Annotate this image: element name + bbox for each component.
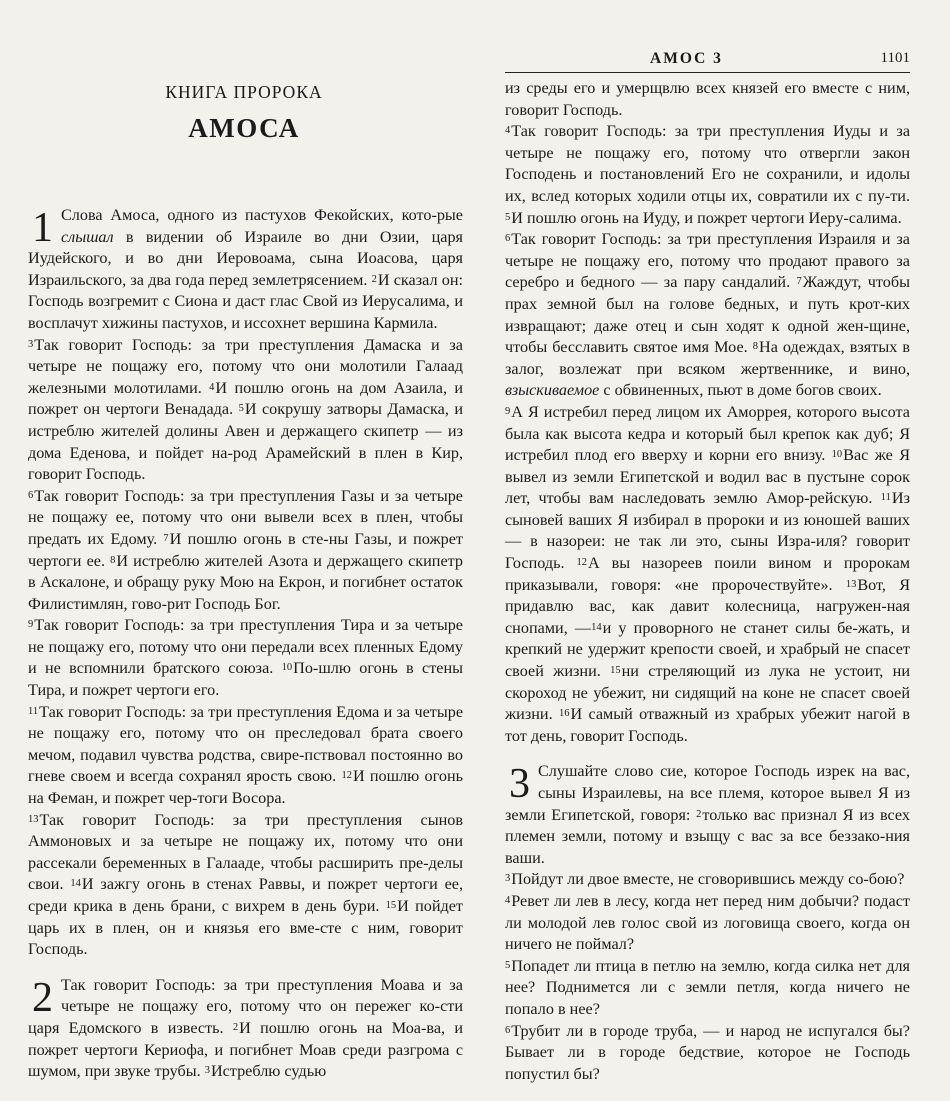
verse-text: Так говорит Господь: за три преступления Иуды и за четыре не пощажу его, потому что отвергли закон Господень и постановлений Его не сохранили, и идолы их, вслед которых ходили отцы их, совратили их с пу-ти.: [505, 122, 910, 205]
verse-number: 13: [845, 578, 857, 590]
verse-number: 4: [209, 381, 215, 393]
chapter-1: [28, 205, 463, 335]
verse-number: 14: [591, 621, 602, 633]
chapter-number: 2: [32, 974, 53, 1021]
verse-text: И пошлю огонь на Феман, и пожрет чер-тоги Восора.: [28, 767, 463, 808]
running-head: [505, 50, 910, 73]
verse-text: ни стреляющий из лука не устоит, ни скороход не убежит, ни сидящий на коне не спасет своей жизни.: [505, 662, 910, 724]
verse-text: только вас признал Я из всех племен земли, потому и взыщу с вас за все беззако-ния ваши.: [505, 805, 910, 867]
verse-text: Слова Амоса, одного из пастухов Фекойских, кото-рые: [61, 206, 463, 224]
verse-text: Трубит ли в городе труба, — и народ не испугался бы? Бывает ли в городе бедствие, которое не Господь попустил бы?: [505, 1021, 910, 1083]
verse: [505, 891, 910, 956]
verse-text: Из сыновей ваших Я избирал в пророки и из юношей ваших — в назореи: не так ли это, сыны Изра-иля? говорит Господь.: [505, 489, 911, 573]
right-column: [505, 78, 910, 1085]
verse-number: 9: [505, 405, 511, 417]
verse: [28, 615, 463, 701]
page-number: 1101: [880, 50, 910, 66]
verse-text: А Я истребил перед лицом их Аморрея, которого высота была как высота кедра и который был крепок как дуб; Я истребил плод его вверху и корни его внизу.: [505, 402, 910, 465]
verse-number: 4: [505, 125, 511, 137]
verse: [28, 486, 463, 616]
verse-text: из среды его и умерщвлю всех князей его вместе с ним, говорит Господь.: [505, 79, 910, 119]
verse-text: Так говорит Господь: за три преступления Израиля и за четыре не пощажу его, потому что продают правого за серебро и бедного — за пару сандалий.: [505, 230, 910, 292]
left-column: [28, 205, 463, 1083]
verse: [505, 229, 910, 402]
verse-number: 14: [70, 878, 81, 890]
chapter-3: [505, 761, 910, 869]
verse-text: На одеждах, взятых в залог, возлежат при всяком жертвеннике, и вино,: [505, 338, 910, 378]
verse-number: 12: [576, 557, 587, 569]
verse-number: 2: [232, 1021, 239, 1033]
verse-number: 3: [28, 338, 34, 350]
verse-text: Ревет ли лев в лесу, когда нет перед ним добычи? подаст ли молодой лев голос свой из логовища своего, когда он ничего не поймал?: [505, 891, 910, 954]
verse-text: Пойдут ли двое вместе, не сговорившись между со-бою?: [511, 870, 905, 889]
verse-number: 15: [385, 900, 397, 911]
verse-number: 5: [505, 959, 511, 971]
verse-text: Так говорит Господь: за три преступления Газы и за четыре не пощажу ее, потому что они вывели всех в плен, чтобы предать их Едому.: [28, 486, 463, 548]
verse: [28, 810, 463, 961]
book-subtitle: КНИГА ПРОРОКА: [165, 82, 323, 102]
verse-number: 10: [831, 449, 843, 461]
verse-number: 13: [28, 813, 39, 825]
verse-text: И пошлю огонь на дом Азаила, и пожрет он чертоги Венадада.: [28, 378, 463, 419]
verse-number: 8: [752, 341, 758, 353]
verse-text: Вас же Я вывел из земли Египетской и водил вас в пустыне сорок лет, чтобы вам наследовать землю Амор-рейскую.: [505, 446, 911, 508]
verse-number: 9: [28, 619, 34, 631]
verse-text: И истреблю жителей Азота и держащего скипетр в Аскалоне, и обращу руку Мою на Екрон, и погибнет остаток Филистимлян, гово-рит Господь Бог.: [28, 551, 463, 613]
verse-number: 15: [610, 665, 621, 677]
verse-number: 8: [110, 554, 116, 566]
verse: [28, 335, 463, 486]
verse-italic: взыскиваемое: [505, 381, 600, 400]
verse-text: И самый отважный из храбрых убежит нагой в тот день, говорит Господь.: [505, 705, 911, 745]
verse-text: в видении об Израиле во дни Озии, царя Иудейского, и во дни Иеровоама, сына Иоасова, царя Израильского, за два года перед землетрясением.: [28, 227, 463, 289]
verse-number: 12: [341, 770, 352, 782]
verse-number: 16: [558, 708, 570, 720]
verse-text: И пошлю огонь в сте-ны Газы, и пожрет чертоги ее.: [28, 529, 464, 570]
verse-number: 5: [238, 403, 244, 415]
verse-italic: слышал: [61, 227, 114, 246]
verse-text: и у проворного не станет силы бе-жать, и крепкий не удержит крепости своей, и храбрый не спасет своей жизни.: [505, 618, 910, 681]
verse-text: Так говорит Господь: за три преступления Едома и за четыре не пощажу его, потому что он преследовал брата своего мечом, подавил чувства родства, свире-пствовал постоянно во гневе своем и всегда сохранял ярость свою.: [28, 702, 463, 786]
chapter-number: 1: [32, 205, 53, 251]
verse-number: 2: [696, 808, 702, 820]
verse-text: Так говорит Господь: за три преступления Моава и за четыре не пощажу его, потому что он пережег ко-сти царя Едомского в известь.: [28, 975, 463, 1037]
verse-text: По-шлю огонь в стены Тира, и пожрет чертоги его.: [28, 659, 464, 700]
verse-text: И сокрушу затворы Дамаска, и истреблю жителей долины Авен и держащего скипетр — из дома Еденова, и пойдет на-род Арамейский в плен в Кир, говорит Господь.: [28, 400, 464, 484]
verse-text: Так говорит Господь: за три преступления Тира и за четыре не пощажу его, потому что они передали всех пленных Едому и не вспомнили братского союза.: [28, 616, 463, 678]
verse-number: 6: [28, 489, 34, 501]
verse-text: Истреблю судью: [210, 1062, 327, 1081]
verse-number: 7: [796, 276, 802, 288]
verse-number: 11: [28, 705, 39, 717]
verse: [505, 1021, 910, 1086]
verse-number: 10: [281, 662, 293, 674]
verse-text: Жаждут, чтобы прах земной был на голове бедных, и путь крот-ких извращают; даже отец и сын ходят к одной жен-щине, чтобы бесславить святое имя Мое.: [505, 273, 910, 357]
verse: [505, 869, 910, 891]
verse-text: Слушайте слово сие, которое Господь изрек на вас, сыны Израилевы, на все племя, которое вывел Я из земли Египетской, говоря:: [505, 762, 910, 824]
verse-number: 2: [371, 273, 377, 285]
verse-number: 7: [163, 532, 169, 544]
verse-text: с обвиненных, пьют в доме богов своих.: [599, 381, 882, 400]
verse-text: Вот, Я придавлю вас, как давит колесница, нагружен-ная снопами, —: [505, 575, 910, 637]
verse-text: Так говорит Господь: за три преступления Дамаска и за четыре не пощажу его, потому что они молотили Галаад железными молотилами.: [28, 335, 463, 397]
verse-number: 11: [880, 492, 891, 504]
verse-text: И пошлю огонь на Моа-ва, и пожрет чертоги Кериофа, и погибнет Моав среди разгрома с шумом, при звуке трубы.: [28, 1018, 464, 1081]
verse-text: И зажгу огонь в стенах Раввы, и пожрет чертоги ее, среди крика в день брани, с вихрем в день бури.: [28, 875, 464, 915]
verse-number: 3: [505, 873, 511, 885]
verse-text: Так говорит Господь: за три преступления сынов Аммоновых и за четыре не пощажу их, потому что они рассекали беременных в Галааде, чтобы расширить пре-делы свои.: [28, 810, 463, 894]
book-title: АМОСА: [188, 113, 300, 143]
running-title: АМОС 3: [650, 50, 723, 67]
verse-text: И пошлю огонь на Иуду, и пожрет чертоги Иеру-салима.: [511, 208, 902, 227]
chapter-number: 3: [509, 761, 530, 808]
chapter-2: [28, 975, 463, 1083]
verse-text: Попадет ли птица в петлю на землю, когда силка нет для нее? Поднимется ли с земли петля, когда ничего не попало в нее?: [505, 956, 910, 1018]
verse: [505, 402, 910, 748]
verse: [505, 78, 910, 121]
verse-number: 5: [505, 211, 511, 223]
verse: [28, 702, 463, 810]
verse: [505, 121, 910, 229]
verse-text: И пойдет царь их в плен, он и князья его вме-сте с ним, говорит Господь.: [28, 897, 463, 959]
verse-text: И сказал он: Господь возгремит с Сиона и даст глас Свой из Иерусалима, и восплачут хижины пастухов, и иссохнет вершина Кармила.: [28, 270, 464, 332]
verse-number: 6: [505, 1024, 511, 1036]
verse: [505, 956, 910, 1021]
verse-number: 3: [204, 1065, 210, 1077]
verse-number: 6: [505, 233, 511, 245]
verse-number: 4: [505, 894, 511, 906]
verse-text: А вы назореев поили вином и пророкам приказывали, говоря: «не пророчествуйте».: [505, 554, 910, 594]
